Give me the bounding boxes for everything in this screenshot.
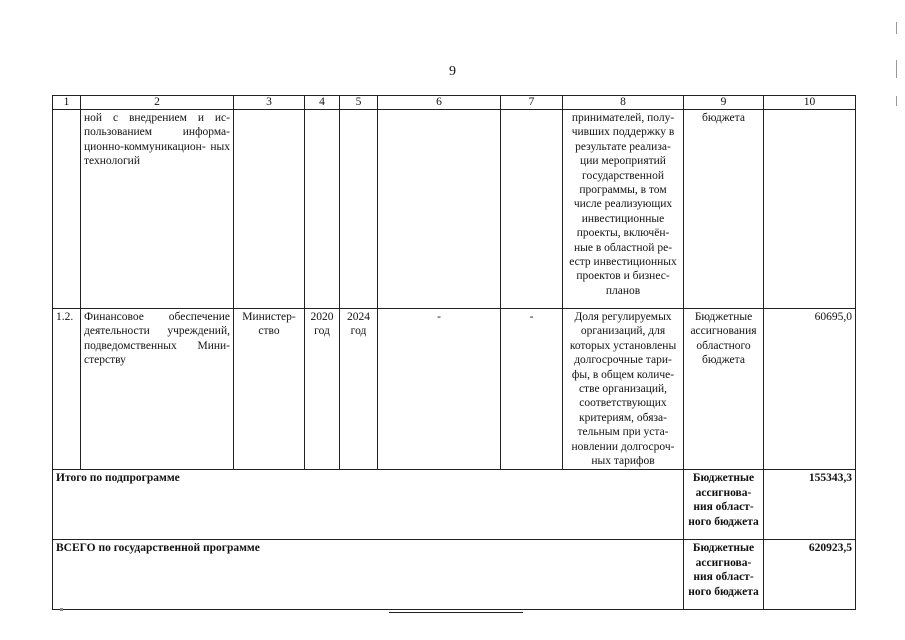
cell-col-6 bbox=[378, 110, 501, 309]
subprogram-total-row bbox=[53, 470, 856, 540]
scan-speck bbox=[60, 608, 63, 611]
page-number: 9 bbox=[449, 64, 456, 79]
header-cell-10: 10 bbox=[764, 96, 856, 110]
header-cell-1: 1 bbox=[53, 96, 81, 110]
cell-end-year bbox=[340, 110, 378, 309]
cell-start-year bbox=[305, 110, 340, 309]
program-total-amount: 620923,5 bbox=[764, 540, 856, 610]
subprogram-total-source: Бюджетные ассигнова- ния област- ного бюджета bbox=[684, 470, 764, 540]
header-cell-2: 2 bbox=[81, 96, 234, 110]
table-row-1-2 bbox=[53, 309, 856, 470]
column-number-row bbox=[53, 96, 856, 110]
cell-col-6: - bbox=[378, 309, 501, 470]
cell-col-7: - bbox=[501, 309, 563, 470]
cell-executor bbox=[234, 110, 305, 309]
program-total-source: Бюджетные ассигнова- ния област- ного бюджета bbox=[684, 540, 764, 610]
header-cell-6: 6 bbox=[378, 96, 501, 110]
header-cell-8: 8 bbox=[563, 96, 684, 110]
cell-amount: 60695,0 bbox=[764, 309, 856, 470]
subprogram-total-label: Итого по подпрограмме bbox=[53, 470, 684, 540]
cell-funding-source: Бюджетные ассигнования областного бюджета bbox=[684, 309, 764, 470]
program-total-row bbox=[53, 540, 856, 610]
cell-indicator: принимателей, полу- чивших поддержку в результате реализа- ции мероприятий государственной программы, в том числе реализующих инвестиционные проекты, включён- ные в областной ре- естр инвестиционных проектов и бизнес- планов bbox=[563, 110, 684, 309]
footer-rule bbox=[389, 612, 523, 613]
cell-event-name: Финансовое обеспечение деятельности учреждений, подведомственных Мини- стерству bbox=[81, 309, 234, 470]
header-cell-7: 7 bbox=[501, 96, 563, 110]
table-row-continuation bbox=[53, 110, 856, 309]
program-table bbox=[52, 95, 856, 610]
cell-amount bbox=[764, 110, 856, 309]
cell-col-7 bbox=[501, 110, 563, 309]
cell-indicator: Доля регулируемых организаций, для которых установлены долгосрочные тари- фы, в общем количе- стве организаций, соответствующих критериям, обяза- тельным при уста- новлении долгосроч- ных тарифов bbox=[563, 309, 684, 470]
cell-start-year: 2020 год bbox=[305, 309, 340, 470]
header-cell-5: 5 bbox=[340, 96, 378, 110]
header-cell-3: 3 bbox=[234, 96, 305, 110]
cell-number bbox=[53, 110, 81, 309]
scan-edge-mark bbox=[896, 96, 897, 106]
cell-end-year: 2024 год bbox=[340, 309, 378, 470]
program-total-label: ВСЕГО по государственной программе bbox=[53, 540, 684, 610]
subprogram-total-amount: 155343,3 bbox=[764, 470, 856, 540]
cell-funding-source: бюджета bbox=[684, 110, 764, 309]
scan-edge-mark bbox=[896, 22, 897, 34]
cell-number: 1.2. bbox=[53, 309, 81, 470]
scan-edge-mark bbox=[896, 60, 897, 78]
header-cell-4: 4 bbox=[305, 96, 340, 110]
header-cell-9: 9 bbox=[684, 96, 764, 110]
cell-executor: Министер- ство bbox=[234, 309, 305, 470]
cell-event-name: ной с внедрением и ис- пользованием информа- ционно-коммуникацион- ных технологий bbox=[81, 110, 234, 309]
